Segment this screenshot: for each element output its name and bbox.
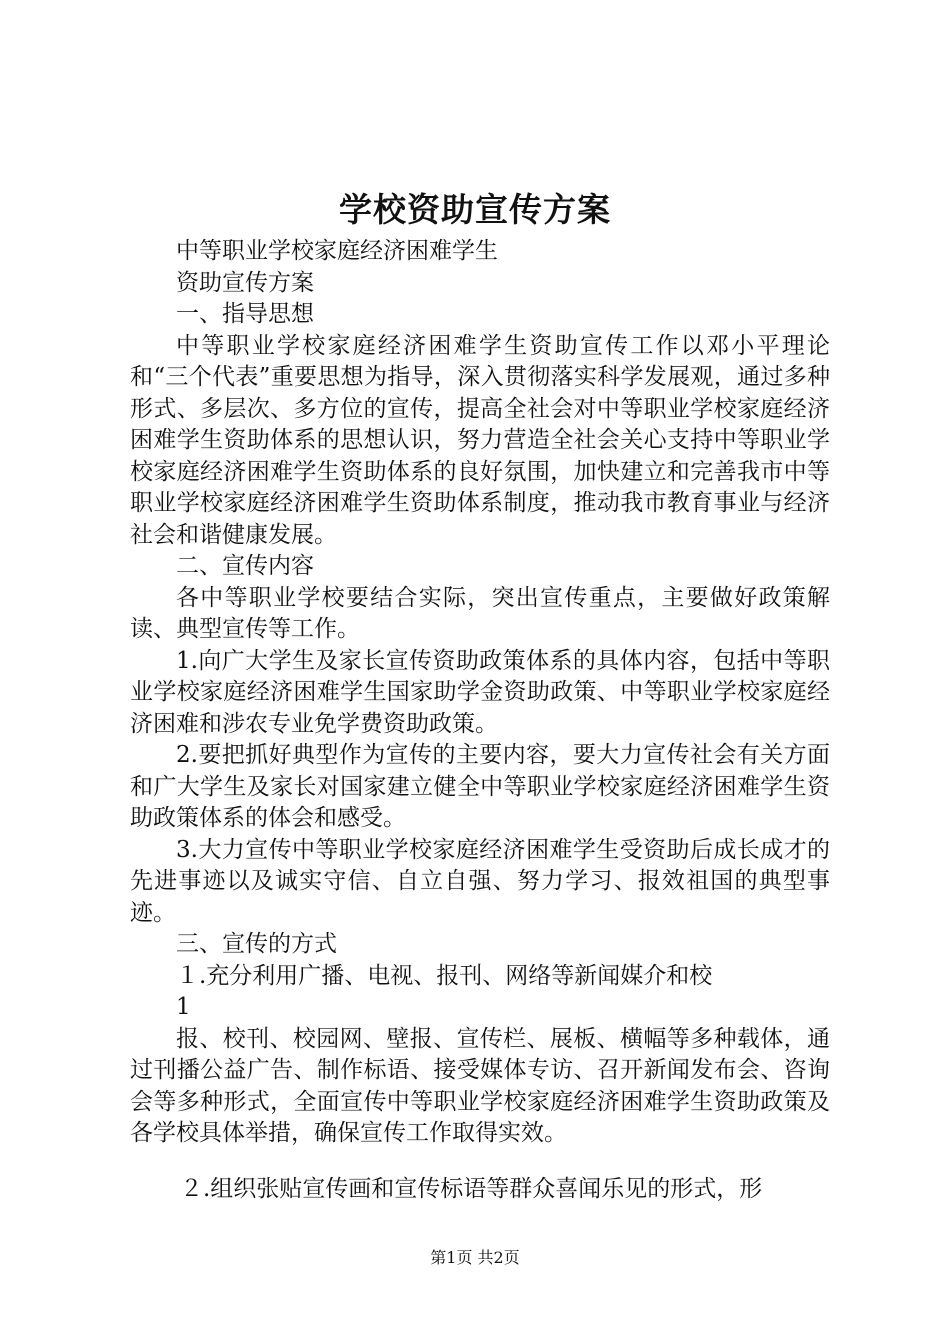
subtitle-line-1: 中等职业学校家庭经济困难学生 bbox=[176, 238, 498, 264]
paragraph-method-1-continued: 报、校刊、校园网、壁报、宣传栏、展板、横幅等多种载体，通过刊播公益广告、制作标语、接受媒体专访、召开新闻发布会、咨询会等多种形式，全面宣传中等职业学校家庭经济困难学生资助政策及各学校具体举措，确保宣传工作取得实效。 bbox=[130, 1025, 830, 1146]
paragraph-content-item-2: 2.要把抓好典型作为宣传的主要内容，要大力宣传社会有关方面和广大学生及家长对国家建立健全中等职业学校家庭经济困难学生资助政策体系的体会和感受。 bbox=[130, 742, 830, 831]
section-heading-content: 二、宣传内容 bbox=[176, 553, 314, 579]
paragraph-content-item-1: 1.向广大学生及家长宣传资助政策体系的具体内容，包括中等职业学校家庭经济困难学生国家助学金资助政策、中等职业学校家庭经济困难和涉农专业免学费资助政策。 bbox=[130, 647, 830, 737]
paragraph-method-1-start: １.充分利用广播、电视、报刊、网络等新闻媒介和校 bbox=[176, 962, 713, 989]
paragraph-content-intro: 各中等职业学校要结合实际，突出宣传重点，主要做好政策解读、典型宣传等工作。 bbox=[130, 584, 830, 642]
document-title: 学校资助宣传方案 bbox=[339, 190, 611, 229]
page-number-marker: 1 bbox=[176, 994, 191, 1020]
paragraph-spacer bbox=[130, 1150, 830, 1174]
page-footer: 第1页 共2页 bbox=[430, 1248, 520, 1267]
paragraph-method-2-start: ２.组织张贴宣传画和宣传标语等群众喜闻乐见的形式，形 bbox=[180, 1175, 763, 1202]
subtitle-line-2: 资助宣传方案 bbox=[176, 269, 314, 296]
section-heading-guiding-thought: 一、指导思想 bbox=[176, 301, 314, 327]
document-body bbox=[130, 236, 830, 1205]
paragraph-guiding-thought: 中等职业学校家庭经济困难学生资助宣传工作以邓小平理论和“三个代表”重要思想为指导，深入贯彻落实科学发展观，通过多种形式、多层次、多方位的宣传，提高全社会对中等职业学校家庭经济困难学生资助体系的思想认识，努力营造全社会关心支持中等职业学校家庭经济困难学生资助体系的良好氛围，加快建立和完善我市中等职业学校家庭经济困难学生资助体系制度，推动我市教育事业与经济社会和谐健康发展。 bbox=[130, 332, 830, 548]
section-heading-methods: 三、宣传的方式 bbox=[176, 931, 337, 957]
paragraph-content-item-3: 3.大力宣传中等职业学校家庭经济困难学生受资助后成长成才的先进事迹以及诚实守信、自立自强、努力学习、报效祖国的典型事迹。 bbox=[130, 836, 830, 926]
